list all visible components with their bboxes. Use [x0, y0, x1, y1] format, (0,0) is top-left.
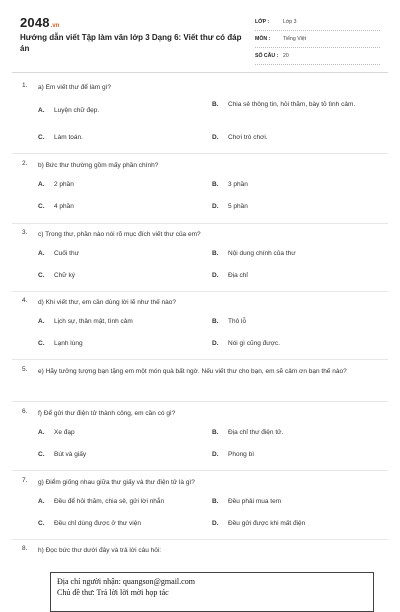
meta-value: Tiếng Việt — [283, 36, 307, 42]
question-5 — [22, 366, 378, 377]
option-7c[interactable] — [38, 519, 204, 529]
option-letter: B. — [212, 181, 219, 188]
option-2c[interactable] — [38, 202, 204, 212]
option-letter: A. — [38, 498, 45, 505]
option-1c[interactable] — [38, 133, 204, 143]
question-text: e) Hãy tưởng tượng bạn tặng em một món quà bất ngờ. Nếu viết thư cho bạn, em sẽ cảm ơn bạn thế nào? — [38, 368, 347, 375]
meta-label: LỚP : — [255, 19, 270, 25]
option-text: Bút và giấy — [54, 451, 87, 458]
option-letter: D. — [212, 134, 219, 141]
question-divider — [12, 359, 388, 360]
worksheet-meta — [255, 14, 380, 65]
option-letter: C. — [38, 134, 45, 141]
question-number: 6. — [22, 408, 28, 415]
option-text: Địa chỉ — [228, 272, 248, 279]
option-letter: D. — [212, 520, 219, 527]
option-letter: B. — [212, 250, 219, 257]
option-letter: C. — [38, 203, 45, 210]
header-divider — [12, 72, 388, 73]
option-text: Nội dung chính của thư — [228, 250, 296, 257]
question-number: 8. — [22, 545, 28, 552]
question-divider — [12, 401, 388, 402]
option-text: Cuối thư — [54, 250, 79, 257]
option-text: Làm toán. — [54, 134, 83, 141]
meta-label: MÔN : — [255, 36, 271, 42]
option-letter: D. — [212, 340, 219, 347]
question-text: f) Để gửi thư điện tử thành công, em cần có gì? — [38, 410, 176, 417]
option-text: Phong bì — [228, 451, 255, 458]
option-text: Thô lỗ — [228, 318, 247, 325]
option-letter: D. — [212, 451, 219, 458]
option-letter: D. — [212, 203, 219, 210]
question-divider — [12, 291, 388, 292]
option-3a[interactable] — [38, 249, 204, 259]
option-letter: B. — [212, 429, 219, 436]
meta-row-class — [255, 14, 380, 31]
question-text: h) Đọc bức thư dưới đây và trả lời câu hỏi: — [38, 547, 162, 554]
question-text: c) Trong thư, phần nào nói rõ mục đích viết thư của em? — [38, 231, 201, 238]
option-6d[interactable] — [212, 450, 378, 460]
meta-row-count — [255, 48, 380, 65]
option-4d[interactable] — [212, 339, 378, 349]
option-text: Đều để hỏi thăm, chia sẻ, gửi lời nhắn — [54, 498, 165, 505]
option-2d[interactable] — [212, 202, 378, 212]
option-7a[interactable] — [38, 497, 204, 507]
option-3b[interactable] — [212, 249, 378, 259]
option-text: Lạnh lùng — [54, 340, 83, 347]
option-letter: A. — [38, 429, 45, 436]
option-letter: B. — [212, 318, 219, 325]
option-text: 2 phần — [54, 181, 74, 188]
option-4a[interactable] — [38, 317, 204, 327]
question-text: a) Em viết thư để làm gì? — [38, 84, 111, 91]
question-number: 3. — [22, 229, 28, 236]
option-text: Chia sẻ thông tin, hỏi thăm, bày tỏ tình cảm. — [228, 101, 356, 108]
option-2b[interactable] — [212, 180, 378, 190]
option-text: Luyện chữ đẹp. — [54, 107, 100, 114]
question-6 — [22, 408, 378, 419]
question-divider — [12, 223, 388, 224]
option-text: Đều gửi được khi mất điện — [228, 520, 306, 527]
option-3d[interactable] — [212, 271, 378, 281]
option-letter: C. — [38, 272, 45, 279]
option-1a[interactable] — [38, 106, 204, 116]
logo-main: 2048 — [20, 15, 50, 30]
meta-value: Lớp 3 — [283, 19, 297, 25]
option-text: Xe đạp — [54, 429, 75, 436]
letter-recipient-line: Địa chỉ người nhận: quangson@gmail.com — [57, 577, 195, 586]
logo-sub: .vn — [50, 23, 60, 29]
letter-excerpt-box — [50, 572, 374, 612]
option-letter: B. — [212, 498, 219, 505]
option-letter: C. — [38, 520, 45, 527]
option-letter: B. — [212, 101, 219, 108]
option-text: Nói gì cũng được. — [228, 340, 280, 347]
option-text: Đều chỉ dùng được ở thư viện — [54, 520, 141, 527]
question-8 — [22, 545, 378, 556]
option-6b[interactable] — [212, 428, 378, 438]
option-letter: A. — [38, 250, 45, 257]
option-letter: A. — [38, 318, 45, 325]
option-3c[interactable] — [38, 271, 204, 281]
question-number: 7. — [22, 477, 28, 484]
option-7d[interactable] — [212, 519, 378, 529]
option-text: Đều phải mua tem — [228, 498, 282, 505]
option-letter: C. — [38, 451, 45, 458]
question-text: b) Bức thư thường gồm mấy phần chính? — [38, 162, 159, 169]
question-divider — [12, 470, 388, 471]
question-3 — [22, 229, 378, 240]
option-text: 5 phần — [228, 203, 248, 210]
meta-row-subject — [255, 31, 380, 48]
option-letter: A. — [38, 181, 45, 188]
option-text: 3 phần — [228, 181, 248, 188]
question-2 — [22, 160, 378, 171]
option-text: Chữ ký — [54, 272, 75, 279]
site-logo[interactable] — [20, 14, 59, 32]
question-4 — [22, 297, 378, 308]
worksheet-header — [0, 0, 400, 74]
meta-value: 20 — [283, 53, 289, 59]
option-text: Chơi trò chơi. — [228, 134, 268, 141]
option-7b[interactable] — [212, 497, 378, 507]
option-4b[interactable] — [212, 317, 378, 327]
question-7 — [22, 477, 378, 488]
worksheet-title: Hướng dẫn viết Tập làm văn lớp 3 Dạng 6: Viết thư có đáp án — [20, 33, 242, 53]
option-letter: A. — [38, 107, 45, 114]
letter-subject-line: Chủ đề thư: Trả lời lời mời họp tác — [57, 588, 169, 597]
question-number: 1. — [22, 82, 28, 89]
option-6c[interactable] — [38, 450, 204, 460]
option-4c[interactable] — [38, 339, 204, 349]
question-text: d) Khi viết thư, em cần dùng lời lẽ như thế nào? — [38, 299, 176, 306]
option-6a[interactable] — [38, 428, 204, 438]
question-text: g) Điểm giống nhau giữa thư giấy và thư điện tử là gì? — [38, 479, 195, 486]
option-text: 4 phần — [54, 203, 74, 210]
option-text: Địa chỉ thư điện tử. — [228, 429, 284, 436]
question-divider — [12, 539, 388, 540]
option-1b[interactable] — [212, 100, 378, 110]
question-divider — [12, 153, 388, 154]
question-number: 4. — [22, 297, 28, 304]
option-letter: C. — [38, 340, 45, 347]
option-letter: D. — [212, 272, 219, 279]
question-number: 2. — [22, 160, 28, 167]
question-number: 5. — [22, 366, 28, 373]
meta-label: SỐ CÂU : — [255, 53, 279, 59]
option-1d[interactable] — [212, 133, 378, 143]
option-text: Lịch sự, thân mật, tình cảm — [54, 318, 133, 325]
question-1 — [22, 82, 378, 93]
option-2a[interactable] — [38, 180, 204, 190]
